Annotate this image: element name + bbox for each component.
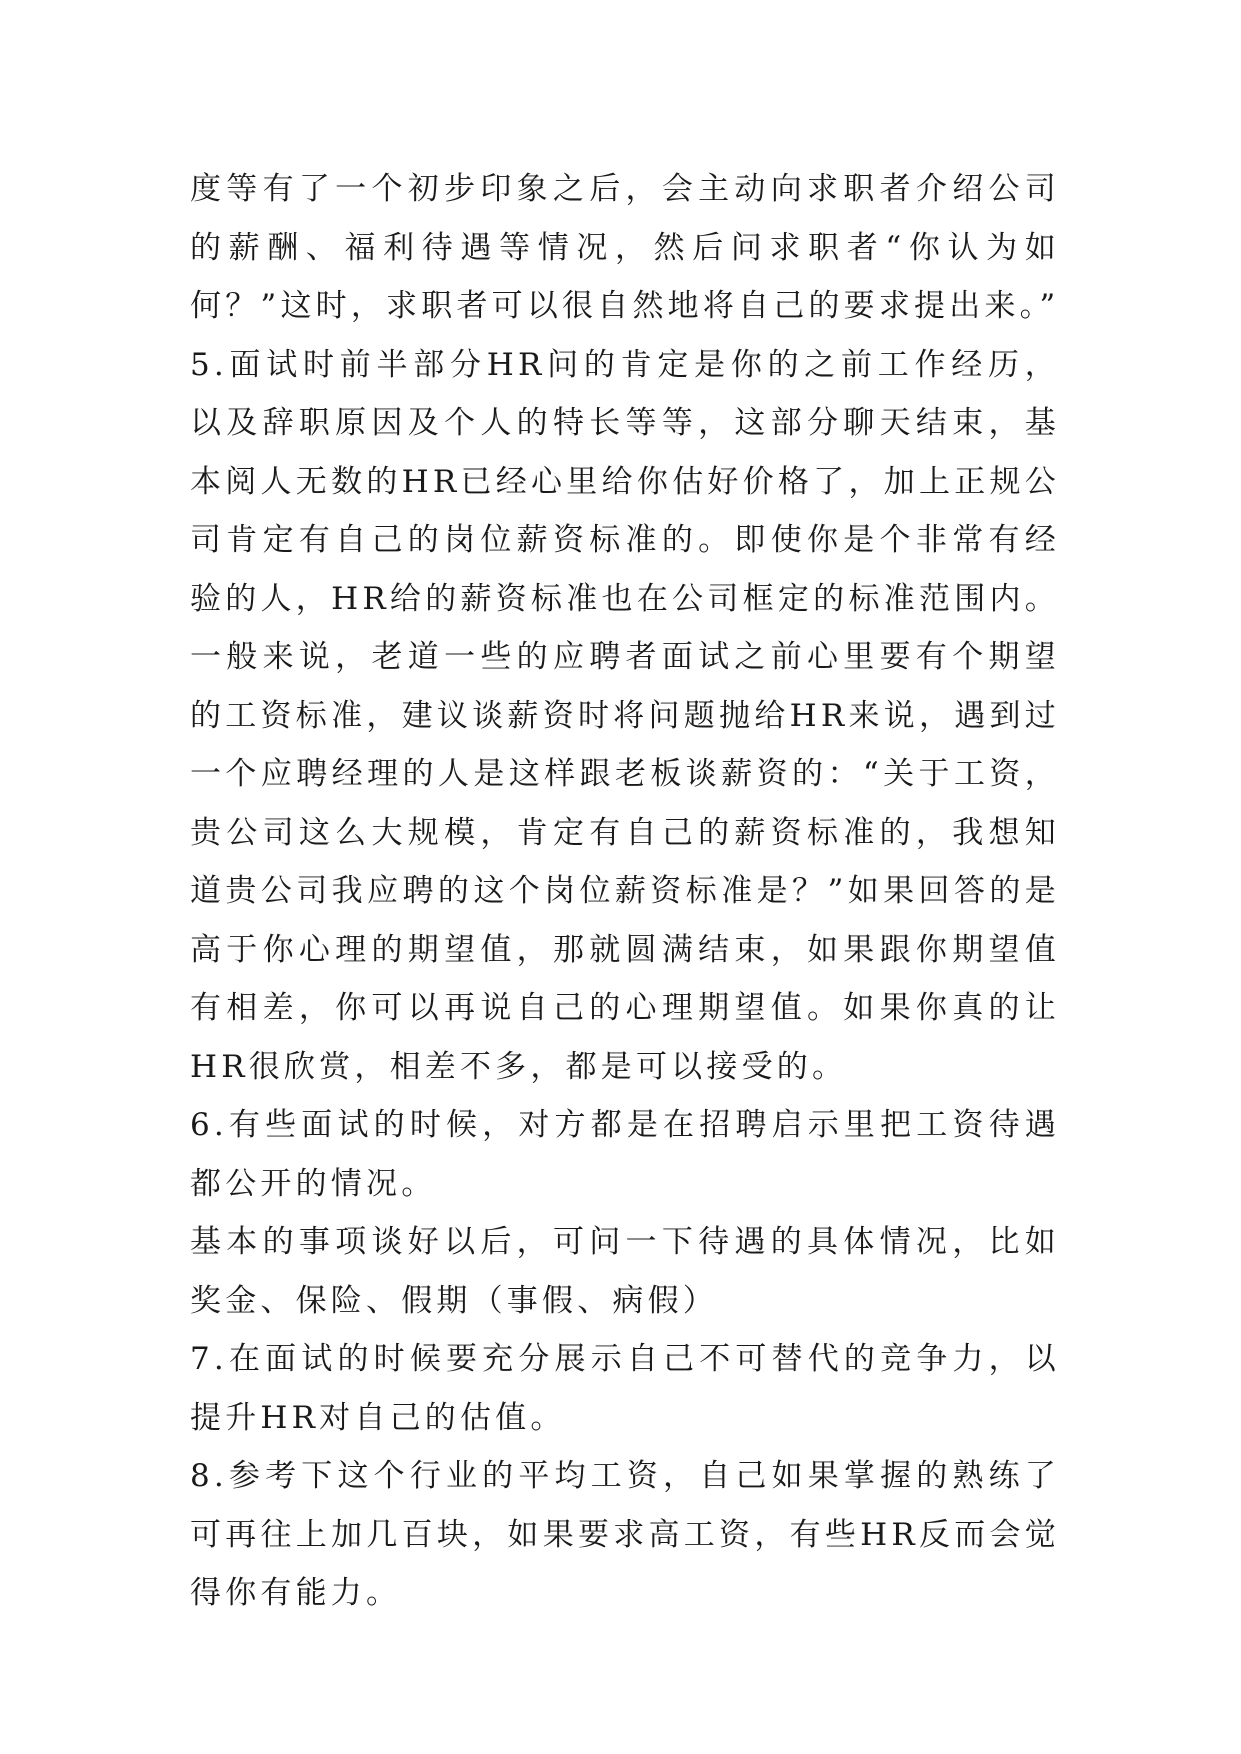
document-body bbox=[190, 160, 1060, 1623]
paragraph-point-5: 5.面试时前半部分HR问的肯定是你的之前工作经历，以及辞职原因及个人的特长等等，这部分聊天结束，基本阅人无数的HR已经心里给你估好价格了，加上正规公司肯定有自己的岗位薪资标准的。即使你是个非常有经验的人，HR给的薪资标准也在公司框定的标准范围内。一般来说，老道一些的应聘者面试之前心里要有个期望的工资标准，建议谈薪资时将问题抛给HR来说，遇到过一个应聘经理的人是这样跟老板谈薪资的：“关于工资，贵公司这么大规模，肯定有自己的薪资标准的，我想知道贵公司我应聘的这个岗位薪资标准是？”如果回答的是高于你心理的期望值，那就圆满结束，如果跟你期望值有相差，你可以再说自己的心理期望值。如果你真的让HR很欣赏，相差不多，都是可以接受的。 bbox=[190, 346, 1060, 1085]
paragraph-point-7: 7.在面试的时候要充分展示自己不可替代的竞争力，以提升HR对自己的估值。 bbox=[190, 1341, 1060, 1436]
paragraph-salary-intro: 度等有了一个初步印象之后，会主动向求职者介绍公司的薪酬、福利待遇等情况，然后问求职者“你认为如何？”这时，求职者可以很自然地将自己的要求提出来。” bbox=[190, 171, 1060, 324]
paragraph-benefits: 基本的事项谈好以后，可问一下待遇的具体情况，比如奖金、保险、假期（事假、病假） bbox=[190, 1224, 1060, 1319]
paragraph-point-8: 8.参考下这个行业的平均工资，自己如果掌握的熟练了可再往上加几百块，如果要求高工资，有些HR反而会觉得你有能力。 bbox=[190, 1458, 1060, 1611]
paragraph-point-6: 6.有些面试的时候，对方都是在招聘启示里把工资待遇都公开的情况。 bbox=[190, 1107, 1060, 1202]
